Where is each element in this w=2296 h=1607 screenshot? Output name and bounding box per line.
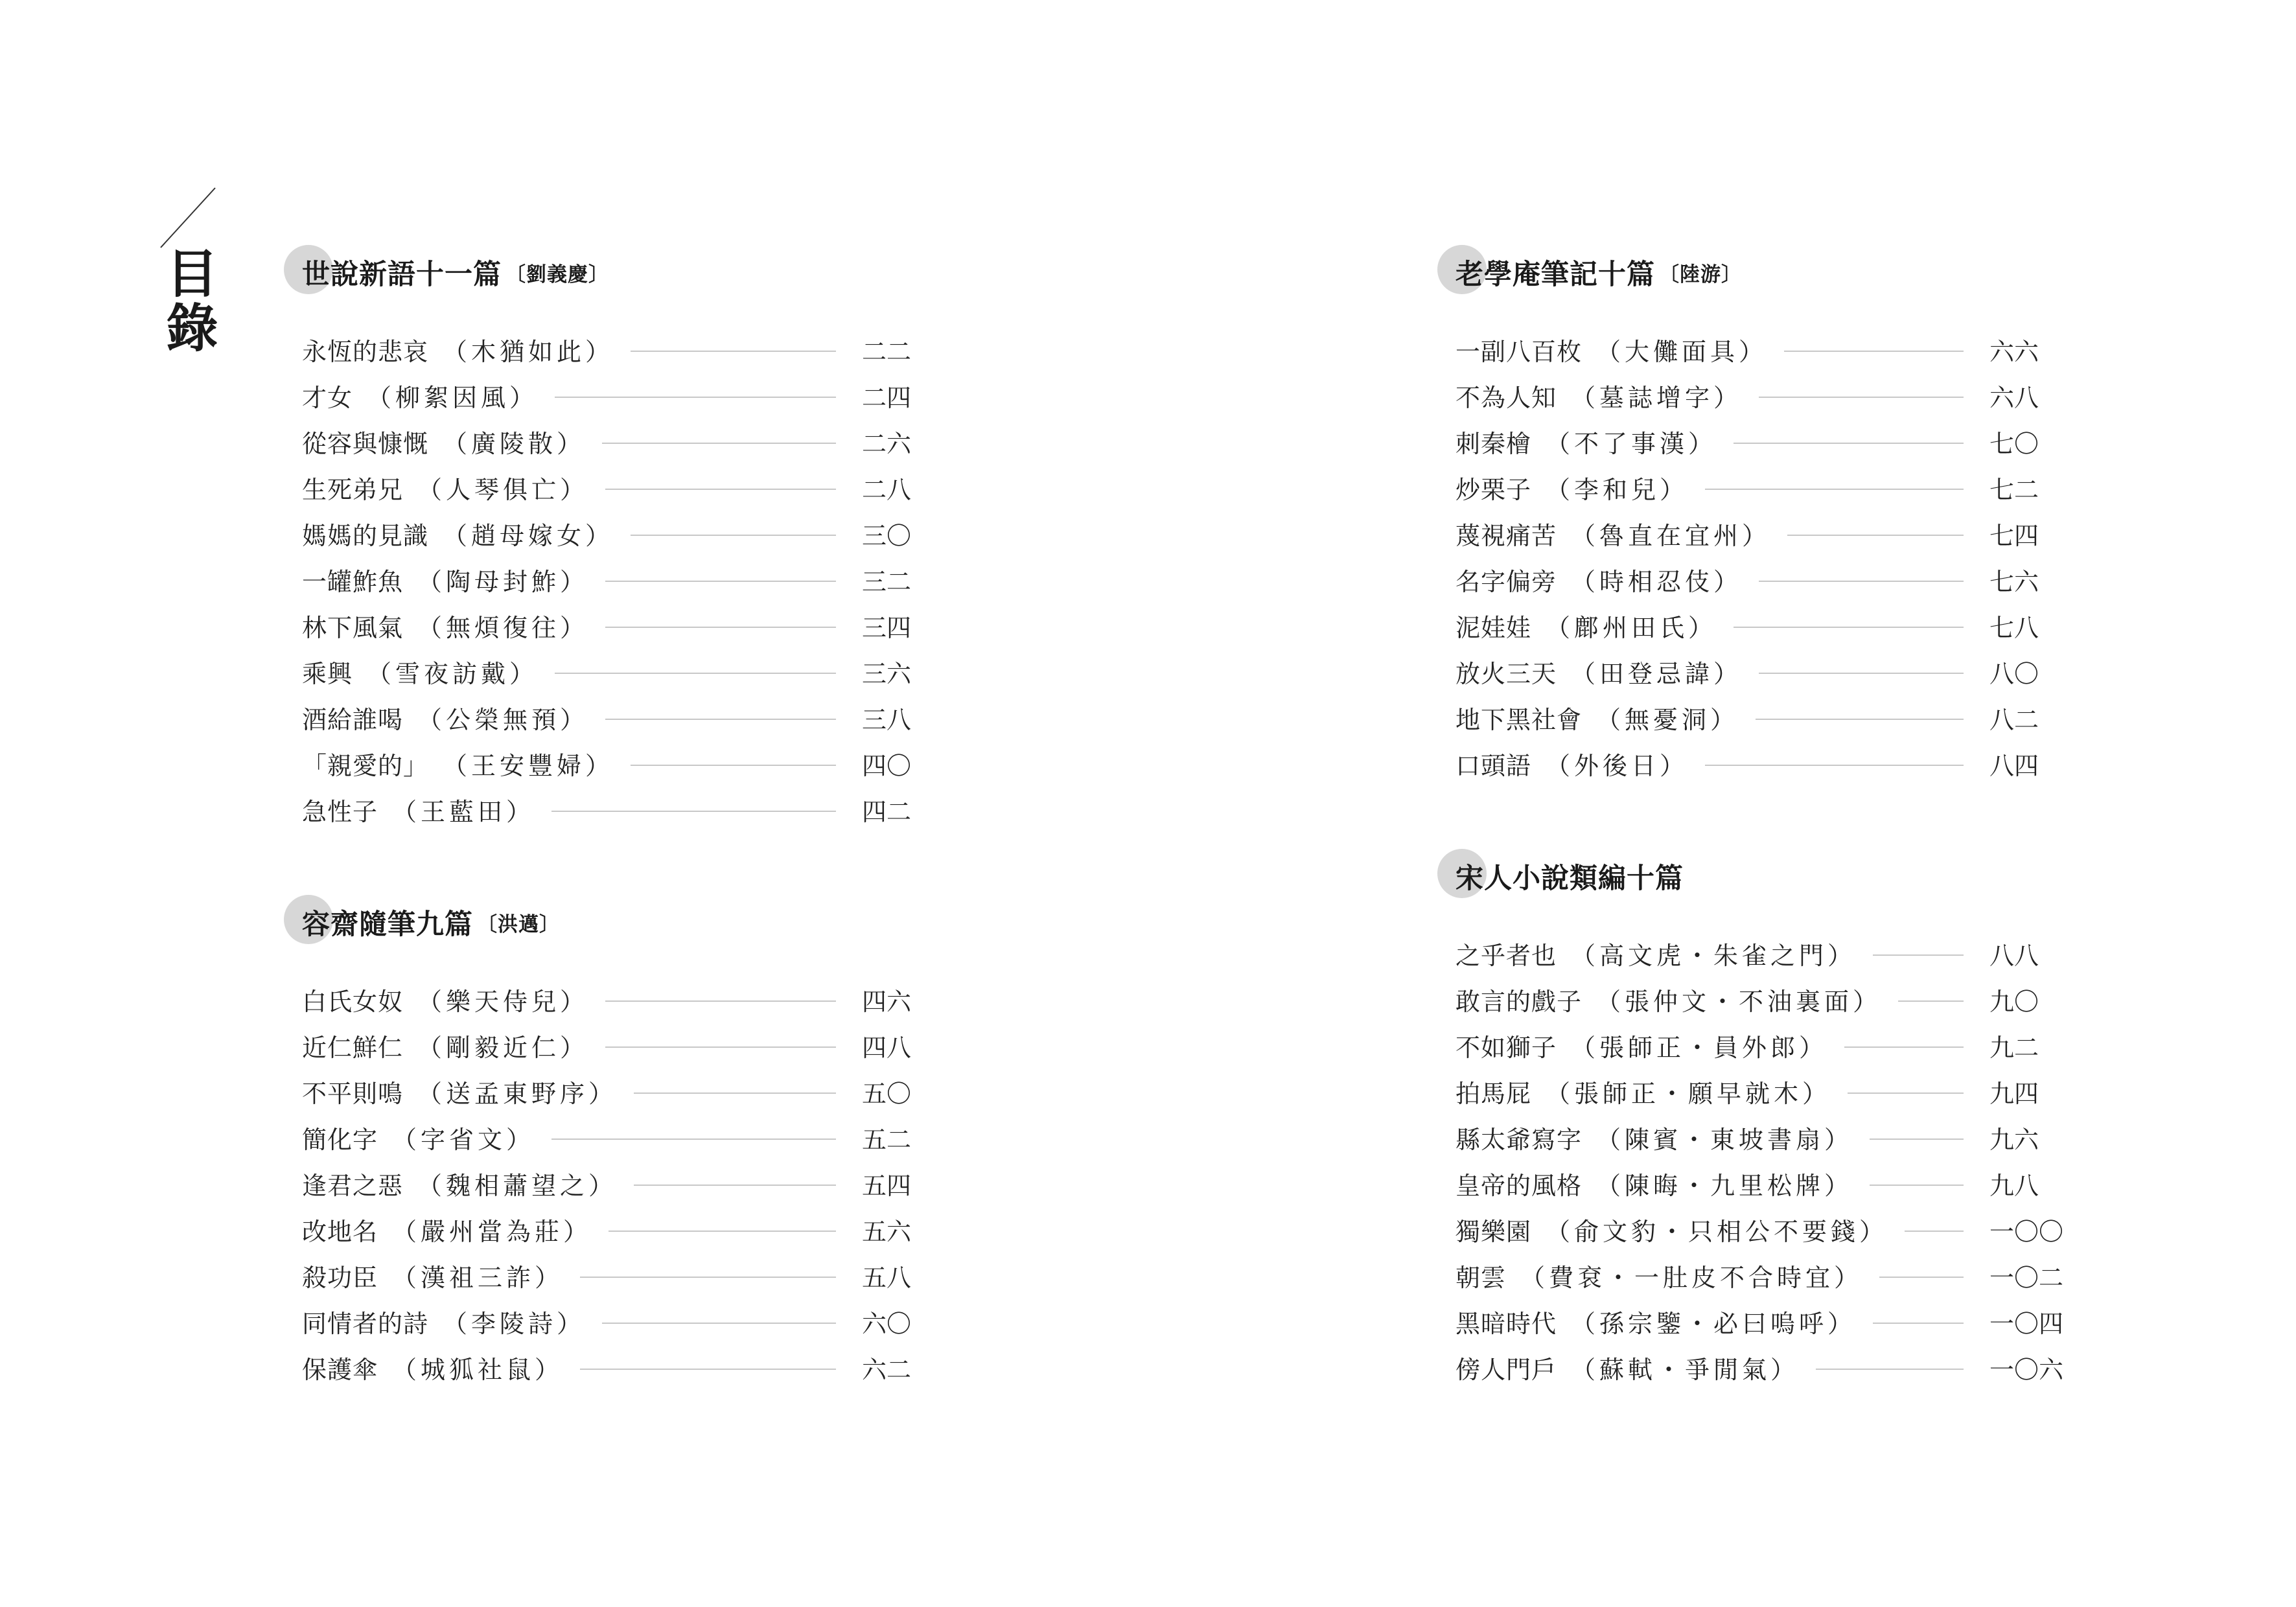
entry-page-number: 二二 bbox=[862, 338, 912, 366]
toc-entry bbox=[1455, 977, 2074, 1023]
toc-entry bbox=[302, 557, 920, 603]
entry-leader-line bbox=[631, 351, 836, 352]
entry-page-number: 四〇 bbox=[862, 752, 912, 780]
toc-entry bbox=[1455, 1345, 2074, 1391]
entry-page-number: 七〇 bbox=[1989, 430, 2039, 458]
entry-page-number: 八〇 bbox=[1989, 660, 2039, 688]
entry-leader-line bbox=[1848, 1093, 1964, 1094]
entry-title: 不為人知 bbox=[1455, 384, 1557, 412]
entry-original-title: （不了事漢） bbox=[1546, 430, 1717, 458]
entry-title: 拍馬屁 bbox=[1455, 1080, 1532, 1108]
toc-entry bbox=[302, 1069, 920, 1115]
entry-leader-line bbox=[605, 489, 836, 490]
entry-original-title: （無煩復往） bbox=[417, 614, 589, 642]
entry-page-number: 七四 bbox=[1989, 522, 2039, 550]
entry-original-title: （魏相蕭望之） bbox=[417, 1172, 618, 1200]
entry-page-number: 五八 bbox=[862, 1264, 912, 1292]
toc-entry bbox=[1455, 649, 2074, 695]
entry-leader-line bbox=[555, 397, 836, 398]
toc-entry bbox=[302, 787, 920, 833]
section-title: 老學庵筆記十篇 bbox=[1455, 258, 1655, 291]
entry-original-title: （嚴州當為莊） bbox=[392, 1218, 592, 1246]
toc-entry bbox=[1455, 1207, 2074, 1253]
entry-title: 一罐鮓魚 bbox=[302, 568, 404, 596]
entry-original-title: （趙母嫁女） bbox=[443, 522, 614, 550]
entry-leader-line bbox=[555, 673, 836, 674]
entry-original-title: （鄜州田氏） bbox=[1546, 614, 1717, 642]
entry-title: 近仁鮮仁 bbox=[302, 1034, 404, 1062]
entry-title: 簡化字 bbox=[302, 1126, 378, 1154]
entry-leader-line bbox=[1759, 397, 1964, 398]
entry-title: 名字偏旁 bbox=[1455, 568, 1557, 596]
toc-entry-list bbox=[285, 327, 920, 833]
toc-entry bbox=[302, 327, 920, 373]
entry-original-title: （李陵詩） bbox=[443, 1310, 586, 1338]
entry-title: 朝雲 bbox=[1455, 1264, 1507, 1292]
entry-leader-line bbox=[609, 1231, 836, 1232]
entry-page-number: 八二 bbox=[1989, 706, 2039, 734]
entry-original-title: （人琴俱亡） bbox=[417, 476, 589, 504]
toc-entry bbox=[302, 1253, 920, 1299]
toc-entry bbox=[302, 1023, 920, 1069]
entry-original-title: （外後日） bbox=[1546, 752, 1689, 780]
entry-page-number: 六〇 bbox=[862, 1310, 912, 1338]
entry-original-title: （張仲文・不油裏面） bbox=[1596, 988, 1882, 1016]
entry-leader-line bbox=[1705, 765, 1964, 766]
toc-entry bbox=[302, 1345, 920, 1391]
toc-entry bbox=[1455, 511, 2074, 557]
entry-page-number: 八四 bbox=[1989, 752, 2039, 780]
entry-title: 地下黑社會 bbox=[1455, 706, 1583, 734]
toc-entry bbox=[302, 1299, 920, 1345]
entry-original-title: （木猶如此） bbox=[443, 338, 614, 366]
entry-title: 炒栗子 bbox=[1455, 476, 1532, 504]
entry-title: 同情者的詩 bbox=[302, 1310, 429, 1338]
entry-title: 乘興 bbox=[302, 660, 353, 688]
entry-original-title: （漢祖三詐） bbox=[392, 1264, 564, 1292]
entry-title: 殺功臣 bbox=[302, 1264, 378, 1292]
entry-title: 生死弟兄 bbox=[302, 476, 404, 504]
toc-entry bbox=[302, 603, 920, 649]
section-heading bbox=[285, 890, 920, 954]
entry-title: 不如獅子 bbox=[1455, 1034, 1557, 1062]
section-heading bbox=[1439, 844, 2074, 908]
entry-page-number: 九二 bbox=[1989, 1034, 2039, 1062]
toc-entry bbox=[302, 373, 920, 419]
toc-entry bbox=[302, 511, 920, 557]
entry-leader-line bbox=[1759, 581, 1964, 582]
entry-leader-line bbox=[1734, 627, 1964, 628]
entry-title: 放火三天 bbox=[1455, 660, 1557, 688]
toc-entry bbox=[1455, 419, 2074, 465]
entry-leader-line bbox=[1879, 1277, 1964, 1278]
toc-entry bbox=[302, 977, 920, 1023]
toc-left-column bbox=[285, 240, 920, 1391]
entry-title: 保護傘 bbox=[302, 1356, 378, 1384]
toc-entry-list bbox=[1439, 931, 2074, 1391]
entry-page-number: 三六 bbox=[862, 660, 912, 688]
entry-title: 口頭語 bbox=[1455, 752, 1532, 780]
entry-title: 黑暗時代 bbox=[1455, 1310, 1557, 1338]
entry-leader-line bbox=[1844, 1046, 1964, 1048]
toc-entry bbox=[1455, 1161, 2074, 1207]
title-slash-decoration bbox=[159, 187, 216, 249]
entry-original-title: （陳賓・東坡書扇） bbox=[1596, 1126, 1853, 1154]
entry-leader-line bbox=[580, 1369, 836, 1370]
toc-entry bbox=[302, 1115, 920, 1161]
toc-entry bbox=[1455, 1253, 2074, 1299]
entry-original-title: （雪夜訪戴） bbox=[367, 660, 539, 688]
entry-title: 不平則鳴 bbox=[302, 1080, 404, 1108]
entry-title: 縣太爺寫字 bbox=[1455, 1126, 1583, 1154]
entry-title: 泥娃娃 bbox=[1455, 614, 1532, 642]
entry-leader-line bbox=[602, 1323, 836, 1324]
entry-title: 從容與慷慨 bbox=[302, 430, 429, 458]
entry-page-number: 九八 bbox=[1989, 1172, 2039, 1200]
entry-leader-line bbox=[1705, 489, 1964, 490]
entry-leader-line bbox=[605, 1046, 836, 1048]
toc-entry bbox=[302, 1161, 920, 1207]
entry-page-number: 九六 bbox=[1989, 1126, 2039, 1154]
entry-title: 酒給誰喝 bbox=[302, 706, 404, 734]
toc-entry bbox=[302, 695, 920, 741]
entry-page-number: 一〇四 bbox=[1989, 1310, 2064, 1338]
toc-entry bbox=[302, 741, 920, 787]
entry-page-number: 三四 bbox=[862, 614, 912, 642]
toc-entry bbox=[1455, 741, 2074, 787]
entry-page-number: 九四 bbox=[1989, 1080, 2039, 1108]
entry-original-title: （公榮無預） bbox=[417, 706, 589, 734]
entry-original-title: （王安豐婦） bbox=[443, 752, 614, 780]
entry-page-number: 一〇〇 bbox=[1989, 1218, 2064, 1246]
toc-section bbox=[285, 890, 920, 1391]
entry-title: 獨樂園 bbox=[1455, 1218, 1532, 1246]
toc-entry bbox=[1455, 603, 2074, 649]
entry-title: 急性子 bbox=[302, 798, 378, 826]
toc-entry bbox=[1455, 1299, 2074, 1345]
entry-page-number: 三二 bbox=[862, 568, 912, 596]
entry-title: 林下風氣 bbox=[302, 614, 404, 642]
entry-page-number: 二八 bbox=[862, 476, 912, 504]
entry-title: 傍人門戶 bbox=[1455, 1356, 1557, 1384]
entry-leader-line bbox=[1784, 351, 1964, 352]
entry-leader-line bbox=[580, 1277, 836, 1278]
entry-original-title: （張師正・願早就木） bbox=[1546, 1080, 1831, 1108]
entry-original-title: （俞文豹・只相公不要錢） bbox=[1546, 1218, 1888, 1246]
entry-original-title: （費袞・一肚皮不合時宜） bbox=[1520, 1264, 1863, 1292]
entry-leader-line bbox=[631, 535, 836, 536]
entry-leader-line bbox=[605, 1000, 836, 1002]
toc-entry-list bbox=[1439, 327, 2074, 787]
entry-original-title: （魯直在宜州） bbox=[1571, 522, 1771, 550]
toc-title: 目錄 bbox=[157, 246, 218, 355]
entry-original-title: （張師正・員外郎） bbox=[1571, 1034, 1828, 1062]
entry-page-number: 六六 bbox=[1989, 338, 2039, 366]
entry-original-title: （陶母封鮓） bbox=[417, 568, 589, 596]
toc-entry bbox=[1455, 931, 2074, 977]
toc-right-column bbox=[1439, 240, 2074, 1391]
entry-title: 白氏女奴 bbox=[302, 988, 404, 1016]
entry-title: 蔑視痛苦 bbox=[1455, 522, 1557, 550]
entry-page-number: 二六 bbox=[862, 430, 912, 458]
entry-title: 之乎者也 bbox=[1455, 942, 1557, 970]
entry-leader-line bbox=[1870, 1139, 1964, 1140]
section-title: 容齋隨筆九篇 bbox=[302, 908, 473, 941]
entry-leader-line bbox=[1787, 535, 1964, 536]
entry-leader-line bbox=[1756, 719, 1964, 720]
toc-entry bbox=[1455, 1069, 2074, 1115]
entry-leader-line bbox=[1870, 1185, 1964, 1186]
entry-page-number: 五二 bbox=[862, 1126, 912, 1154]
entry-leader-line bbox=[634, 1185, 836, 1186]
toc-entry bbox=[1455, 1115, 2074, 1161]
entry-original-title: （無憂洞） bbox=[1596, 706, 1739, 734]
entry-leader-line bbox=[1734, 443, 1964, 444]
entry-leader-line bbox=[1873, 1323, 1964, 1324]
entry-original-title: （蘇軾・爭閒氣） bbox=[1571, 1356, 1800, 1384]
section-author: 〔洪邁〕 bbox=[477, 912, 560, 936]
entry-page-number: 一〇二 bbox=[1989, 1264, 2064, 1292]
toc-entry bbox=[302, 649, 920, 695]
entry-page-number: 四二 bbox=[862, 798, 912, 826]
entry-page-number: 七六 bbox=[1989, 568, 2039, 596]
entry-page-number: 二四 bbox=[862, 384, 912, 412]
entry-page-number: 八八 bbox=[1989, 942, 2039, 970]
entry-page-number: 四八 bbox=[862, 1034, 912, 1062]
entry-page-number: 三〇 bbox=[862, 522, 912, 550]
entry-leader-line bbox=[551, 1139, 836, 1140]
entry-leader-line bbox=[602, 443, 836, 444]
section-heading bbox=[1439, 240, 2074, 305]
entry-leader-line bbox=[605, 581, 836, 582]
entry-page-number: 六二 bbox=[862, 1356, 912, 1384]
entry-title: 媽媽的見識 bbox=[302, 522, 429, 550]
section-title: 世說新語十一篇 bbox=[302, 258, 502, 291]
toc-entry bbox=[1455, 557, 2074, 603]
toc-entry bbox=[1455, 695, 2074, 741]
entry-leader-line bbox=[634, 1093, 836, 1094]
entry-page-number: 五〇 bbox=[862, 1080, 912, 1108]
toc-entry bbox=[1455, 1023, 2074, 1069]
entry-page-number: 五六 bbox=[862, 1218, 912, 1246]
entry-page-number: 三八 bbox=[862, 706, 912, 734]
entry-original-title: （柳絮因風） bbox=[367, 384, 539, 412]
entry-leader-line bbox=[631, 765, 836, 766]
entry-original-title: （李和兒） bbox=[1546, 476, 1689, 504]
toc-section bbox=[1439, 844, 2074, 1391]
section-heading bbox=[285, 240, 920, 305]
entry-title: 逢君之惡 bbox=[302, 1172, 404, 1200]
toc-entry bbox=[302, 419, 920, 465]
entry-page-number: 九〇 bbox=[1989, 988, 2039, 1016]
section-title: 宋人小說類編十篇 bbox=[1455, 862, 1684, 895]
entry-original-title: （墓誌增字） bbox=[1571, 384, 1743, 412]
entry-title: 敢言的戲子 bbox=[1455, 988, 1583, 1016]
toc-entry bbox=[302, 1207, 920, 1253]
entry-original-title: （田登忌諱） bbox=[1571, 660, 1743, 688]
toc-section bbox=[1439, 240, 2074, 787]
section-author: 〔劉義慶〕 bbox=[505, 262, 609, 286]
entry-original-title: （孫宗鑒・必曰嗚呼） bbox=[1571, 1310, 1857, 1338]
entry-title: 永恆的悲哀 bbox=[302, 338, 429, 366]
entry-original-title: （廣陵散） bbox=[443, 430, 586, 458]
entry-page-number: 五四 bbox=[862, 1172, 912, 1200]
entry-leader-line bbox=[551, 811, 836, 812]
toc-entry bbox=[302, 465, 920, 511]
entry-original-title: （剛毅近仁） bbox=[417, 1034, 589, 1062]
entry-original-title: （陳晦・九里松牌） bbox=[1596, 1172, 1853, 1200]
entry-original-title: （王藍田） bbox=[392, 798, 535, 826]
toc-entry bbox=[1455, 373, 2074, 419]
entry-leader-line bbox=[1873, 954, 1964, 956]
entry-original-title: （字省文） bbox=[392, 1126, 535, 1154]
entry-leader-line bbox=[605, 627, 836, 628]
entry-title: 「親愛的」 bbox=[302, 752, 429, 780]
entry-leader-line bbox=[1898, 1000, 1964, 1002]
entry-title: 一副八百枚 bbox=[1455, 338, 1583, 366]
entry-leader-line bbox=[1816, 1369, 1964, 1370]
entry-title: 刺秦檜 bbox=[1455, 430, 1532, 458]
entry-original-title: （大儺面具） bbox=[1596, 338, 1768, 366]
entry-page-number: 四六 bbox=[862, 988, 912, 1016]
entry-original-title: （送孟東野序） bbox=[417, 1080, 618, 1108]
entry-original-title: （城狐社鼠） bbox=[392, 1356, 564, 1384]
entry-leader-line bbox=[1905, 1231, 1964, 1232]
entry-original-title: （高文虎・朱雀之門） bbox=[1571, 942, 1857, 970]
toc-entry-list bbox=[285, 977, 920, 1391]
entry-leader-line bbox=[605, 719, 836, 720]
entry-leader-line bbox=[1759, 673, 1964, 674]
toc-entry bbox=[1455, 465, 2074, 511]
entry-title: 皇帝的風格 bbox=[1455, 1172, 1583, 1200]
toc-section bbox=[285, 240, 920, 833]
entry-title: 改地名 bbox=[302, 1218, 378, 1246]
entry-page-number: 一〇六 bbox=[1989, 1356, 2064, 1384]
toc-entry bbox=[1455, 327, 2074, 373]
entry-page-number: 七二 bbox=[1989, 476, 2039, 504]
entry-original-title: （時相忍伎） bbox=[1571, 568, 1743, 596]
entry-page-number: 七八 bbox=[1989, 614, 2039, 642]
entry-page-number: 六八 bbox=[1989, 384, 2039, 412]
entry-title: 才女 bbox=[302, 384, 353, 412]
entry-original-title: （樂天侍兒） bbox=[417, 988, 589, 1016]
section-author: 〔陸游〕 bbox=[1659, 262, 1742, 286]
